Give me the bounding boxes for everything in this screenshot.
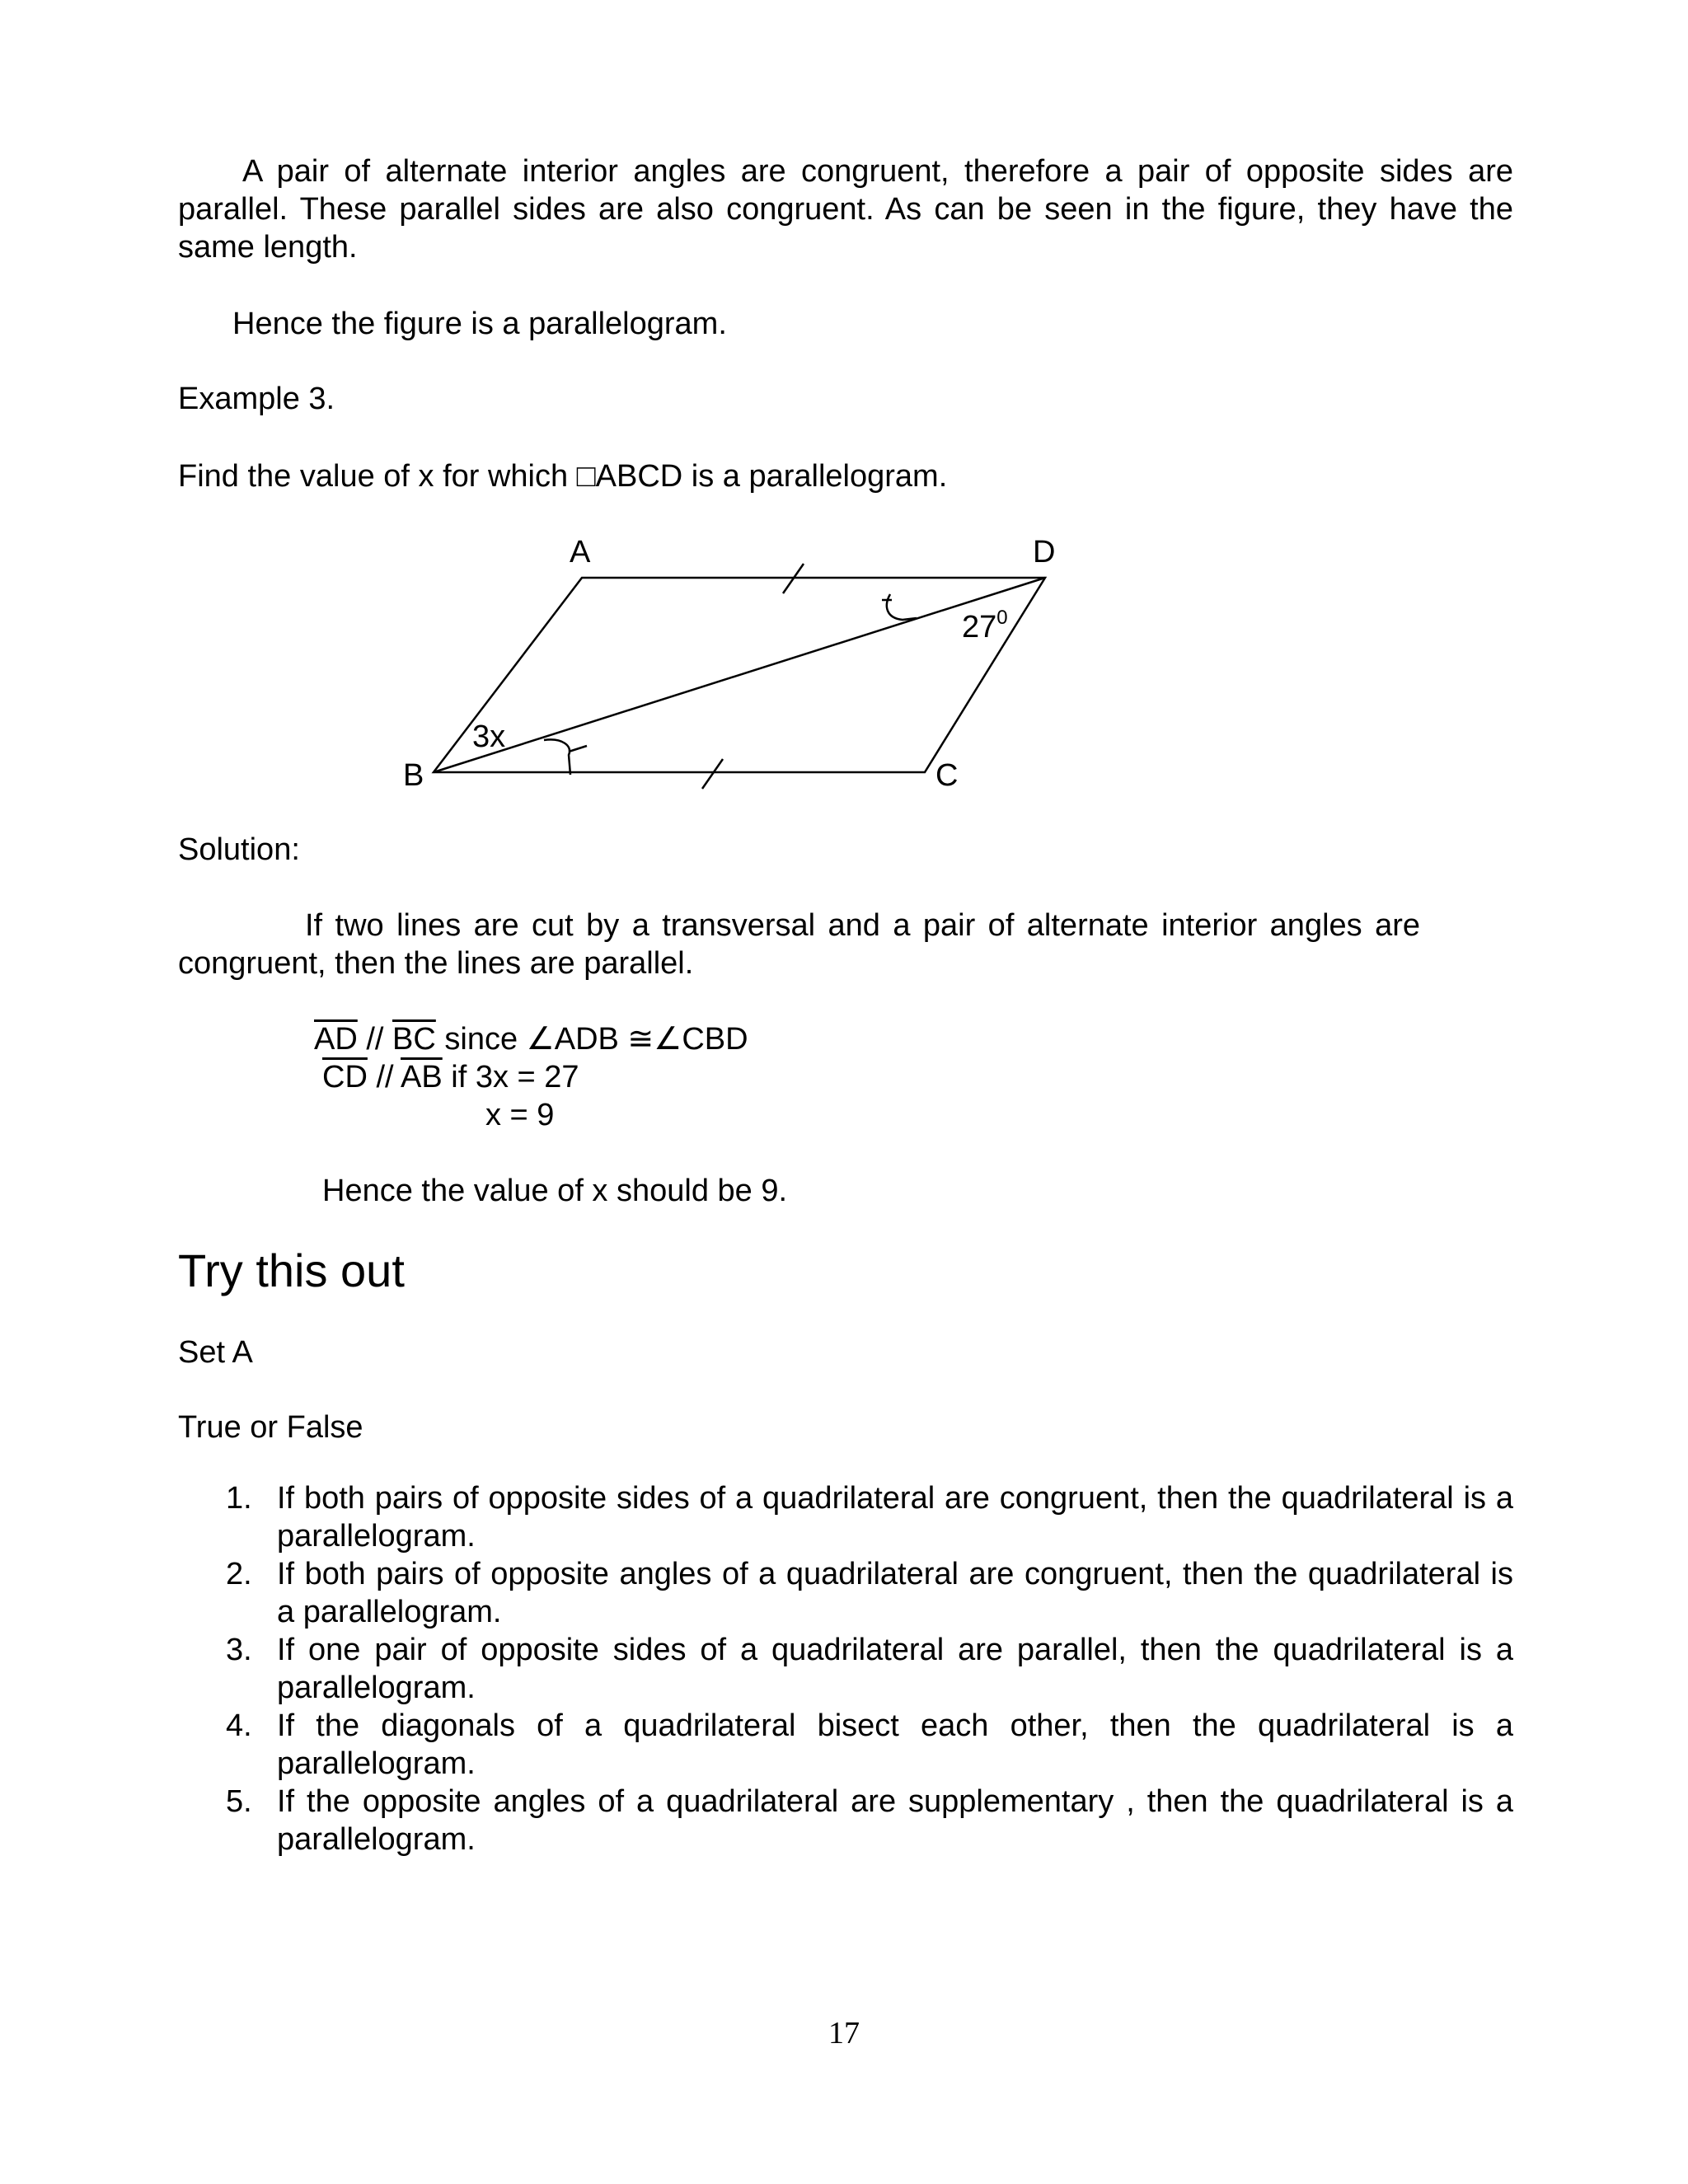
solution-theorem: If two lines are cut by a transversal and a pair of alternate interior angles are congruent, then the lines are parallel. xyxy=(178,908,1420,981)
intro-paragraph: A pair of alternate interior angles are congruent, therefore a pair of opposite sides are parallel. These parallel sides are also congruent. As can be seen in the figure, they have the same length. xyxy=(178,154,1513,265)
solution-label: Solution: xyxy=(178,832,300,867)
segment-ad: $\overline{AD}$ xyxy=(314,1022,358,1057)
segment-bc: $\overline{BC}$ xyxy=(392,1022,436,1057)
set-label: Set A xyxy=(178,1335,253,1370)
list-item: 4. If the diagonals of a quadrilateral bisect each other, then the quadrilateral is a parallelogram. xyxy=(226,1708,1513,1781)
true-false-list xyxy=(178,1479,1513,1858)
page-number: 17 xyxy=(828,2016,860,2050)
solution-line-1: $\overline{AD} // \overline{BC}$ since ∠ADB ≅∠CBD xyxy=(314,1022,748,1057)
example-title: Example 3. xyxy=(178,382,335,416)
diagonal-bd xyxy=(434,578,1045,772)
angle-arc-d xyxy=(887,594,917,620)
angle-d-label: $27^0$ xyxy=(962,607,1008,644)
list-item: 5. If the opposite angles of a quadrilateral are supplementary , then the quadrilateral is a parallelogram. xyxy=(226,1784,1513,1857)
list-item: 2. If both pairs of opposite angles of a quadrilateral are congruent, then the quadrilateral is a parallelogram. xyxy=(226,1557,1513,1629)
vertex-d-label: D xyxy=(1033,535,1056,569)
angle-arc-b xyxy=(544,739,570,775)
example-prompt: Find the value of x for which □ABCD is a parallelogram. xyxy=(178,459,948,494)
angle-b-label: 3x xyxy=(472,719,506,754)
vertex-c-label: C xyxy=(935,758,959,793)
segment-cd: $\overline{CD}$ xyxy=(322,1060,368,1094)
list-item: 3. If one pair of opposite sides of a quadrilateral are parallel, then the quadrilateral is a parallelogram. xyxy=(226,1633,1513,1705)
segment-ab: $\overline{AB}$ xyxy=(401,1060,443,1094)
list-item: 1. If both pairs of opposite sides of a quadrilateral are congruent, then the quadrilateral is a parallelogram. xyxy=(226,1481,1513,1554)
vertex-a-label: A xyxy=(570,535,591,569)
vertex-b-label: B xyxy=(403,758,424,793)
solution-answer: Hence the value of x should be 9. xyxy=(322,1174,788,1208)
solution-line-3: x = 9 xyxy=(485,1098,555,1132)
section-heading: Try this out xyxy=(178,1244,405,1296)
solution-line-2: $\overline{CD} // \overline{AB}$ if 3x = 27 xyxy=(322,1060,579,1094)
intro-conclusion: Hence the figure is a parallelogram. xyxy=(232,307,727,341)
tick-bc xyxy=(702,759,723,789)
angle-arc-b-tick xyxy=(569,746,587,752)
instructions: True or False xyxy=(178,1410,363,1445)
